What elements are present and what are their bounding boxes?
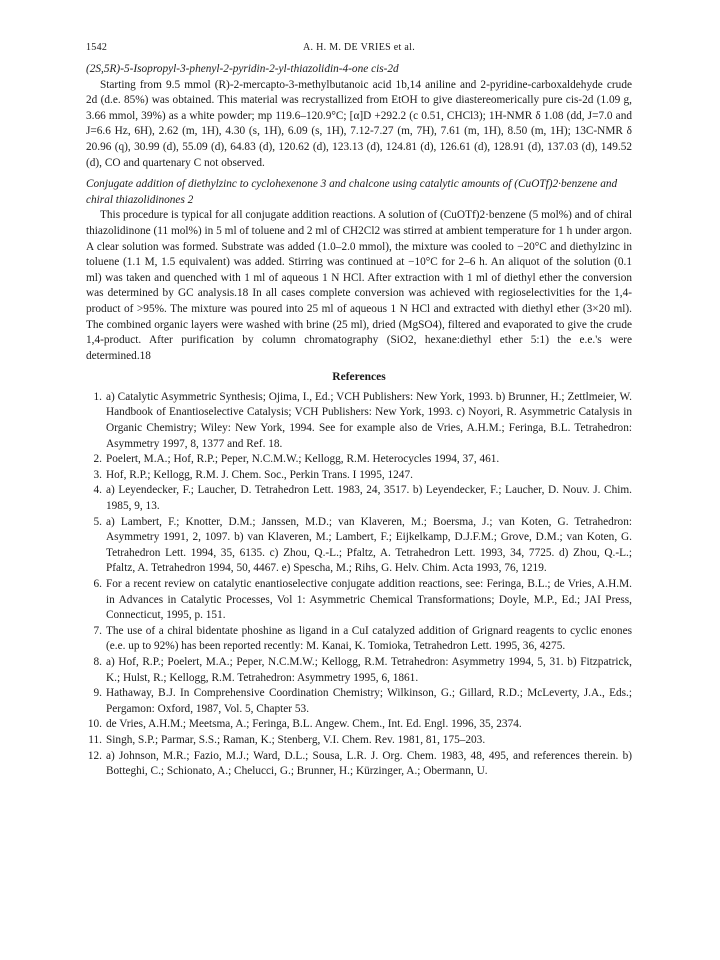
reference-text: de Vries, A.H.M.; Meetsma, A.; Feringa, B.L. Angew. Chem., Int. Ed. Engl. 1996, 35, 2374. (106, 718, 522, 731)
reference-item (86, 733, 632, 749)
reference-text: Poelert, M.A.; Hof, R.P.; Peper, N.C.M.W.; Kellogg, R.M. Heterocycles 1994, 37, 461. (106, 453, 500, 466)
compound-heading: (2S,5R)-5-Isopropyl-3-phenyl-2-pyridin-2-yl-thiazolidin-4-one cis-2d (86, 63, 399, 75)
reference-text: For a recent review on catalytic enantioselective conjugate addition reactions, see: Feringa, B.L.; de Vries, A.H.M. in Advances in Catalytic Processes, Vol 1: Asymmetric Chemical Transformations; Doyle, M.P., Ed.; JAI Press, Connecticut, 1995, p. 151. (106, 578, 632, 622)
page-number: 1542 (86, 42, 108, 53)
reference-number: 7. (93, 624, 102, 637)
reference-number: 9. (93, 687, 102, 700)
reference-item (86, 390, 632, 452)
reference-text: Hathaway, B.J. In Comprehensive Coordination Chemistry; Wilkinson, G.; Gillard, R.D.; McLeverty, J.A., Eds.; Pergamon: Oxford, 1987, Vol. 5, Chapter 53. (106, 687, 632, 715)
reference-item (86, 468, 632, 484)
reference-text: a) Lambert, F.; Knotter, D.M.; Janssen, M.D.; van Klaveren, M.; Boersma, J.; van Koten, G. Tetrahedron: Asymmetry 1991, 2, 1097. b) van Klaveren, M.; Lambert, F.; Eijkelkamp, D.J.F.M.; Grove, D.M.; van Koten, G. Tetrahedron Lett. 1994, 35, 6135. c) Zhou, Q.-L.; Pfaltz, A. Tetrahedron Lett. 1993, 34, 7725. d) Zhou, Q.-L.; Pfaltz, A. Tetrahedron 1994, 50, 4467. e) Spescha, M.; Rihs, G. Helv. Chim. Acta 1993, 76, 1219. (106, 515, 632, 575)
procedure-paragraph: This procedure is typical for all conjugate addition reactions. A solution of (CuOTf)2·benzene (5 mol%) and of chiral thiazolidinone (11 mol%) in 5 ml of toluene and 2 ml of CH2Cl2 was stirred at ambient temperature for 1 h under argon. A clear solution was formed. Substrate was added (1.0–2.0 mmol), the mixture was cooled to −20°C and diethylzinc in toluene (1.1 M, 1.5 equivalent) was added. Stirring was continued at −10°C for 2–6 h. An aliquot of the solution (0.1 ml) was taken and quenched with 1 ml of aqueous 1 N HCl. After extraction with 1 ml of diethyl ether the conversion was determined by GC analysis.18 In all cases complete conversion was achieved with regioselectivities for the 1,4-product of >95%. The mixture was poured into 25 ml of aqueous 1 N HCl and extracted with diethyl ether (3×20 ml). The combined organic layers were washed with brine (25 ml), dried (MgSO4), filtered and evaporated to give the crude 1,4-product. After purification by column chromatography (SiO2, hexane:diethyl ether 5:1) the e.e.'s were determined.18 (86, 209, 632, 362)
reference-number: 6. (93, 578, 102, 590)
reference-text: Hof, R.P.; Kellogg, R.M. J. Chem. Soc., Perkin Trans. I 1995, 1247. (106, 468, 413, 481)
reference-item (86, 577, 632, 624)
reference-text: a) Leyendecker, F.; Laucher, D. Tetrahedron Lett. 1983, 24, 3517. b) Leyendecker, F.; Laucher, D. Nouv. J. Chim. 1985, 9, 13. (106, 484, 632, 513)
reference-number: 8. (93, 655, 102, 668)
reference-item (86, 624, 632, 655)
reference-number: 5. (93, 515, 102, 528)
reference-item (86, 515, 632, 577)
running-header (86, 40, 632, 58)
reference-item (86, 686, 632, 717)
reference-text: a) Hof, R.P.; Poelert, M.A.; Peper, N.C.M.W.; Kellogg, R.M. Tetrahedron: Asymmetry 1994, 5, 31. b) Fitzpatrick, K.; Hulst, R.; Kellogg, R.M. Tetrahedron: Asymmetry 1995, 6, 1861. (106, 655, 632, 684)
reference-number: 1. (93, 390, 102, 403)
reference-text: Singh, S.P.; Parmar, S.S.; Raman, K.; Stenberg, V.I. Chem. Rev. 1981, 81, 175–203. (106, 733, 486, 746)
paper-page (86, 40, 632, 780)
reference-item (86, 749, 632, 780)
reference-number: 11. (88, 733, 102, 746)
reference-number: 3. (93, 468, 102, 481)
running-authors: A. H. M. DE VRIES et al. (302, 42, 415, 53)
reference-number: 12. (87, 749, 102, 762)
reference-item (86, 655, 632, 686)
reference-text: The use of a chiral bidentate phoshine as ligand in a CuI catalyzed addition of Grignard reagents to cyclic enones (e.e. up to 92%) has been reported recently: M. Kanai, K. Tomioka, Tetrahedron Lett. 1995, 36, 4275. (106, 624, 632, 653)
reference-item (86, 452, 632, 468)
compound-paragraph: Starting from 9.5 mmol (R)-2-mercapto-3-methylbutanoic acid 1b,14 aniline and 2-pyridine-carboxaldehyde crude 2d (d.e. 85%) was obtained. This material was recrystallized from EtOH to give diastereomerically pure cis-2d (1.09 g, 3.66 mmol, 39%) as a white powder; mp 119.6–120.9°C; [α]D +292.2 (c 0.51, CHCl3); 1H-NMR δ 1.08 (dd, J=7.0 and J=6.6 Hz, 6H), 2.62 (m, 1H), 4.30 (s, 1H), 6.09 (s, 1H), 7.12-7.27 (m, 7H), 7.61 (m, 1H), 8.50 (m, 1H); 13C-NMR δ 20.96 (q), 30.99 (d), 55.09 (d), 64.83 (d), 120.62 (d), 123.13 (d), 124.81 (d), 126.61 (d), 128.91 (d), 137.03 (d), 149.52 (d), CO and quartenary C not observed. (86, 78, 632, 169)
references-title: References (332, 371, 386, 384)
reference-item (86, 483, 632, 514)
reference-number: 2. (93, 453, 102, 466)
reference-item (86, 717, 632, 733)
reference-text: a) Catalytic Asymmetric Synthesis; Ojima, I., Ed.; VCH Publishers: New York, 1993. b) Brunner, H.; Zettlmeier, W. Handbook of Enantioselective Catalysis; VCH Publishers: New York, 1993. c) Noyori, R. Asymmetric Catalysis in Organic Chemistry; Wiley: New York, 1994. See for example also de Vries, A.H.M.; Feringa, B.L. Tetrahedron: Asymmetry 1997, 8, 1377 and Ref. 18. (106, 390, 632, 450)
reference-text: a) Johnson, M.R.; Fazio, M.J.; Ward, D.L.; Sousa, L.R. J. Org. Chem. 1983, 48, 495, and references therein. b) Botteghi, C.; Schionato, A.; Chelucci, G.; Brunner, H.; Kürzinger, A.; Obermann, U. (106, 749, 632, 778)
procedure-heading: Conjugate addition of diethylzinc to cyclohexenone 3 and chalcone using catalytic amounts of (CuOTf)2·benzene and chiral thiazolidinones 2 (86, 178, 618, 206)
references-list (86, 390, 632, 780)
reference-number: 4. (93, 484, 102, 497)
reference-number: 10. (87, 718, 102, 731)
